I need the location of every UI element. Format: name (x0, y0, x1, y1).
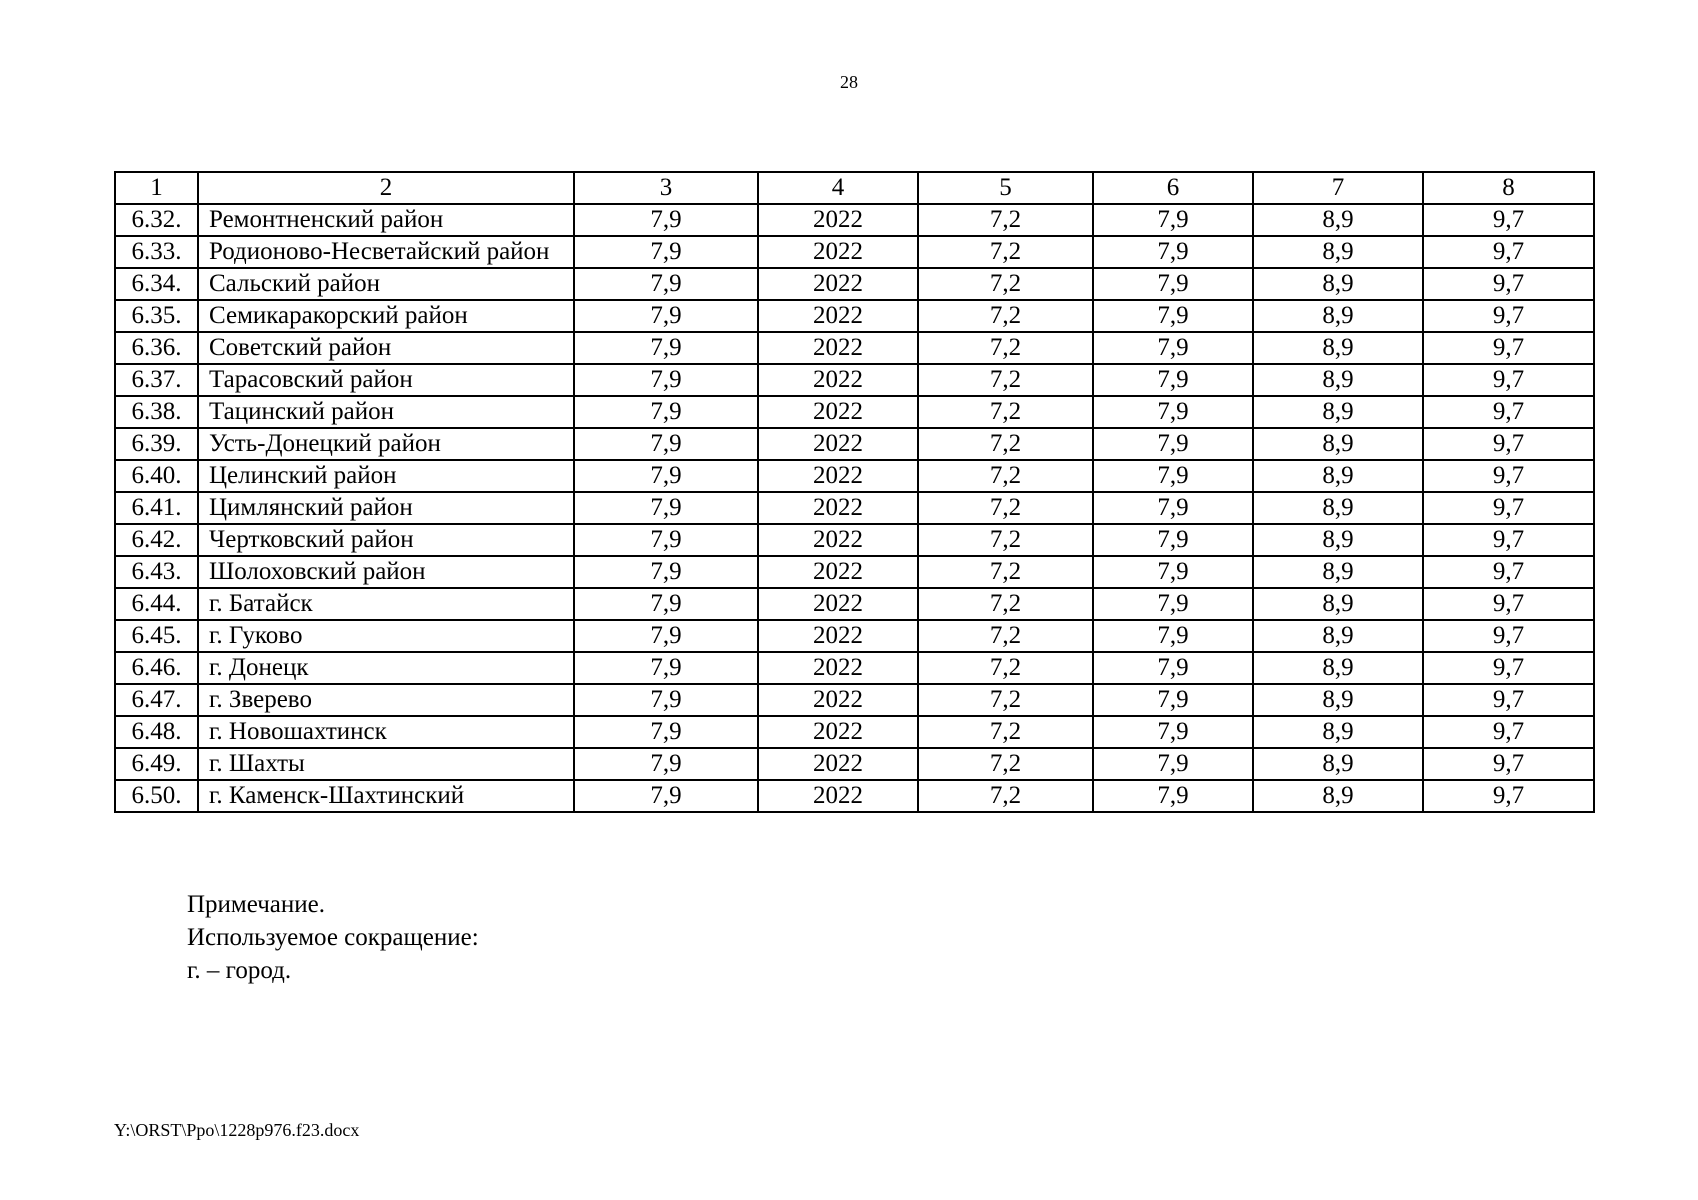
value-cell: 9,7 (1423, 652, 1594, 684)
value-cell: 7,9 (574, 300, 758, 332)
value-cell: 9,7 (1423, 428, 1594, 460)
value-cell: 7,9 (574, 588, 758, 620)
note-block (187, 888, 479, 987)
value-cell: 7,9 (574, 428, 758, 460)
table-row (115, 652, 1594, 684)
value-cell: 8,9 (1253, 492, 1423, 524)
row-number-cell: 6.43. (115, 556, 198, 588)
value-cell: 7,9 (1093, 684, 1253, 716)
page-number: 28 (840, 72, 858, 92)
header-cell: 3 (574, 172, 758, 204)
value-cell: 9,7 (1423, 748, 1594, 780)
header-cell: 5 (918, 172, 1093, 204)
value-cell: 7,9 (1093, 492, 1253, 524)
year-cell: 2022 (758, 204, 918, 236)
value-cell: 7,9 (1093, 428, 1253, 460)
table-row (115, 556, 1594, 588)
territory-name-cell: г. Гуково (198, 620, 574, 652)
row-number-cell: 6.40. (115, 460, 198, 492)
year-cell: 2022 (758, 652, 918, 684)
value-cell: 8,9 (1253, 588, 1423, 620)
header-cell: 2 (198, 172, 574, 204)
value-cell: 8,9 (1253, 620, 1423, 652)
value-cell: 7,2 (918, 428, 1093, 460)
value-cell: 9,7 (1423, 492, 1594, 524)
value-cell: 7,9 (1093, 780, 1253, 812)
value-cell: 7,2 (918, 748, 1093, 780)
value-cell: 7,9 (574, 268, 758, 300)
year-cell: 2022 (758, 332, 918, 364)
value-cell: 7,2 (918, 364, 1093, 396)
territory-name-cell: Тарасовский район (198, 364, 574, 396)
value-cell: 7,9 (574, 652, 758, 684)
value-cell: 9,7 (1423, 332, 1594, 364)
territory-name-cell: г. Зверево (198, 684, 574, 716)
value-cell: 7,9 (1093, 716, 1253, 748)
row-number-cell: 6.42. (115, 524, 198, 556)
value-cell: 7,2 (918, 396, 1093, 428)
value-cell: 7,2 (918, 684, 1093, 716)
value-cell: 7,9 (574, 556, 758, 588)
table-row (115, 780, 1594, 812)
table-header-row (115, 172, 1594, 204)
value-cell: 7,9 (1093, 748, 1253, 780)
value-cell: 7,9 (1093, 460, 1253, 492)
territory-name-cell: Ремонтненский район (198, 204, 574, 236)
territory-name-cell: Советский район (198, 332, 574, 364)
value-cell: 8,9 (1253, 364, 1423, 396)
value-cell: 7,2 (918, 588, 1093, 620)
value-cell: 7,9 (1093, 652, 1253, 684)
value-cell: 7,9 (574, 524, 758, 556)
table-row (115, 332, 1594, 364)
value-cell: 9,7 (1423, 300, 1594, 332)
year-cell: 2022 (758, 780, 918, 812)
value-cell: 8,9 (1253, 652, 1423, 684)
header-cell: 7 (1253, 172, 1423, 204)
value-cell: 7,2 (918, 780, 1093, 812)
value-cell: 9,7 (1423, 684, 1594, 716)
value-cell: 7,9 (1093, 556, 1253, 588)
row-number-cell: 6.34. (115, 268, 198, 300)
year-cell: 2022 (758, 364, 918, 396)
value-cell: 7,9 (574, 748, 758, 780)
territory-name-cell: Чертковский район (198, 524, 574, 556)
row-number-cell: 6.36. (115, 332, 198, 364)
table-row (115, 684, 1594, 716)
table-row (115, 364, 1594, 396)
table-row (115, 620, 1594, 652)
row-number-cell: 6.47. (115, 684, 198, 716)
year-cell: 2022 (758, 620, 918, 652)
territory-name-cell: г. Шахты (198, 748, 574, 780)
territory-name-cell: Тацинский район (198, 396, 574, 428)
value-cell: 7,2 (918, 492, 1093, 524)
value-cell: 7,9 (574, 460, 758, 492)
territory-name-cell: г. Батайск (198, 588, 574, 620)
value-cell: 7,9 (574, 332, 758, 364)
row-number-cell: 6.45. (115, 620, 198, 652)
value-cell: 7,9 (1093, 332, 1253, 364)
data-table (114, 171, 1595, 813)
value-cell: 7,9 (1093, 300, 1253, 332)
value-cell: 9,7 (1423, 620, 1594, 652)
note-abbreviation-label: Используемое сокращение: (187, 924, 479, 951)
value-cell: 9,7 (1423, 268, 1594, 300)
row-number-cell: 6.38. (115, 396, 198, 428)
row-number-cell: 6.48. (115, 716, 198, 748)
value-cell: 8,9 (1253, 332, 1423, 364)
row-number-cell: 6.33. (115, 236, 198, 268)
territory-name-cell: Шолоховский район (198, 556, 574, 588)
row-number-cell: 6.41. (115, 492, 198, 524)
value-cell: 8,9 (1253, 748, 1423, 780)
year-cell: 2022 (758, 300, 918, 332)
value-cell: 7,9 (1093, 588, 1253, 620)
value-cell: 7,2 (918, 236, 1093, 268)
value-cell: 7,9 (574, 684, 758, 716)
value-cell: 9,7 (1423, 236, 1594, 268)
value-cell: 7,9 (1093, 364, 1253, 396)
year-cell: 2022 (758, 492, 918, 524)
value-cell: 8,9 (1253, 396, 1423, 428)
year-cell: 2022 (758, 684, 918, 716)
table-row (115, 236, 1594, 268)
value-cell: 9,7 (1423, 460, 1594, 492)
value-cell: 8,9 (1253, 524, 1423, 556)
value-cell: 7,9 (1093, 236, 1253, 268)
note-title: Примечание. (187, 891, 326, 918)
territory-name-cell: г. Донецк (198, 652, 574, 684)
table-row (115, 204, 1594, 236)
value-cell: 7,9 (1093, 396, 1253, 428)
table-row (115, 748, 1594, 780)
row-number-cell: 6.32. (115, 204, 198, 236)
footer-file-path: Y:\ORST\Ppo\1228p976.f23.docx (114, 1120, 360, 1140)
value-cell: 8,9 (1253, 428, 1423, 460)
value-cell: 7,9 (574, 396, 758, 428)
row-number-cell: 6.46. (115, 652, 198, 684)
value-cell: 7,2 (918, 556, 1093, 588)
table-row (115, 460, 1594, 492)
value-cell: 9,7 (1423, 364, 1594, 396)
territory-name-cell: Усть-Донецкий район (198, 428, 574, 460)
table-row (115, 428, 1594, 460)
value-cell: 9,7 (1423, 204, 1594, 236)
value-cell: 7,9 (574, 204, 758, 236)
value-cell: 9,7 (1423, 780, 1594, 812)
value-cell: 7,2 (918, 300, 1093, 332)
value-cell: 8,9 (1253, 556, 1423, 588)
value-cell: 8,9 (1253, 780, 1423, 812)
row-number-cell: 6.50. (115, 780, 198, 812)
value-cell: 8,9 (1253, 716, 1423, 748)
value-cell: 7,2 (918, 268, 1093, 300)
value-cell: 7,2 (918, 716, 1093, 748)
territory-name-cell: Сальский район (198, 268, 574, 300)
value-cell: 7,9 (1093, 620, 1253, 652)
territory-name-cell: г. Каменск-Шахтинский (198, 780, 574, 812)
year-cell: 2022 (758, 748, 918, 780)
value-cell: 7,9 (574, 236, 758, 268)
row-number-cell: 6.44. (115, 588, 198, 620)
value-cell: 8,9 (1253, 460, 1423, 492)
year-cell: 2022 (758, 588, 918, 620)
value-cell: 9,7 (1423, 396, 1594, 428)
row-number-cell: 6.35. (115, 300, 198, 332)
year-cell: 2022 (758, 460, 918, 492)
header-cell: 8 (1423, 172, 1594, 204)
value-cell: 9,7 (1423, 556, 1594, 588)
table-row (115, 492, 1594, 524)
value-cell: 7,9 (574, 364, 758, 396)
value-cell: 7,2 (918, 460, 1093, 492)
year-cell: 2022 (758, 236, 918, 268)
territory-name-cell: Цимлянский район (198, 492, 574, 524)
value-cell: 8,9 (1253, 236, 1423, 268)
value-cell: 8,9 (1253, 268, 1423, 300)
territory-name-cell: Родионово-Несветайский район (198, 236, 574, 268)
year-cell: 2022 (758, 556, 918, 588)
value-cell: 8,9 (1253, 684, 1423, 716)
value-cell: 9,7 (1423, 588, 1594, 620)
territory-name-cell: г. Новошахтинск (198, 716, 574, 748)
value-cell: 7,9 (1093, 204, 1253, 236)
table-row (115, 268, 1594, 300)
table-row (115, 300, 1594, 332)
table-row (115, 524, 1594, 556)
value-cell: 9,7 (1423, 716, 1594, 748)
row-number-cell: 6.49. (115, 748, 198, 780)
header-cell: 1 (115, 172, 198, 204)
value-cell: 7,2 (918, 524, 1093, 556)
value-cell: 9,7 (1423, 524, 1594, 556)
year-cell: 2022 (758, 716, 918, 748)
year-cell: 2022 (758, 268, 918, 300)
year-cell: 2022 (758, 524, 918, 556)
table-row (115, 396, 1594, 428)
year-cell: 2022 (758, 428, 918, 460)
note-abbreviation-text: г. – город. (187, 957, 292, 984)
value-cell: 7,2 (918, 204, 1093, 236)
value-cell: 7,9 (1093, 524, 1253, 556)
value-cell: 7,9 (574, 780, 758, 812)
value-cell: 7,2 (918, 332, 1093, 364)
territory-name-cell: Целинский район (198, 460, 574, 492)
territory-name-cell: Семикаракорский район (198, 300, 574, 332)
row-number-cell: 6.39. (115, 428, 198, 460)
value-cell: 7,9 (574, 716, 758, 748)
row-number-cell: 6.37. (115, 364, 198, 396)
value-cell: 8,9 (1253, 204, 1423, 236)
value-cell: 7,9 (574, 492, 758, 524)
value-cell: 7,9 (1093, 268, 1253, 300)
table-row (115, 588, 1594, 620)
value-cell: 7,2 (918, 652, 1093, 684)
header-cell: 6 (1093, 172, 1253, 204)
value-cell: 7,2 (918, 620, 1093, 652)
value-cell: 8,9 (1253, 300, 1423, 332)
value-cell: 7,9 (574, 620, 758, 652)
table-row (115, 716, 1594, 748)
header-cell: 4 (758, 172, 918, 204)
year-cell: 2022 (758, 396, 918, 428)
